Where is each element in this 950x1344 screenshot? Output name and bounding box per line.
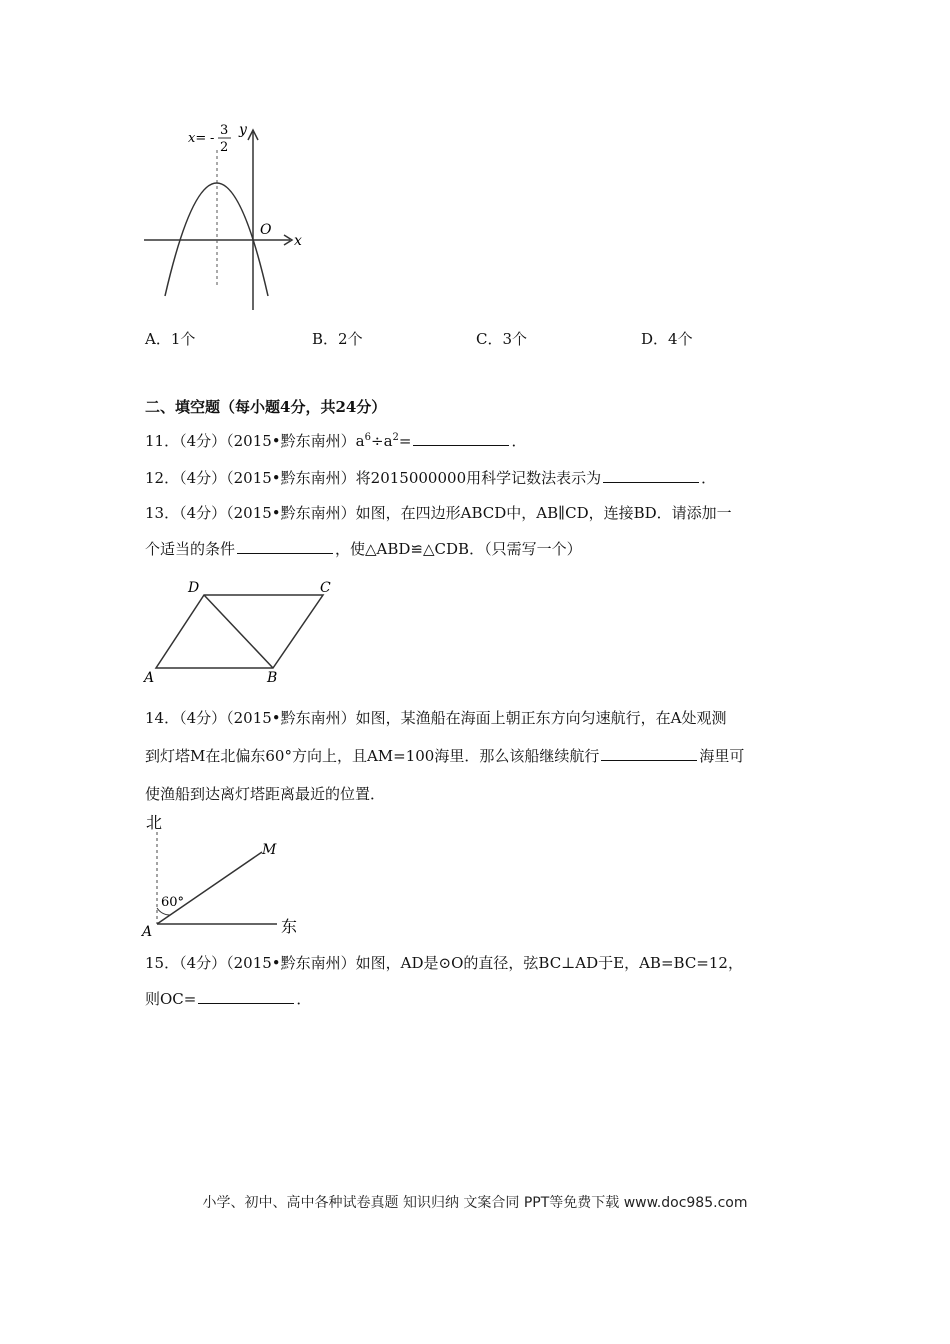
vertex-b: B [267, 670, 278, 686]
option-a[interactable]: A．1个 [145, 330, 196, 348]
axis-label-prefix: x= [188, 131, 207, 146]
question-13-line1: 13．（4分）（2015•黔东南州）如图，在四边形ABCD中，AB∥CD，连接BD．请添加一 [145, 504, 732, 522]
section-title: 二、填空题（每小题4分，共24分） [145, 398, 387, 416]
x-label: x [294, 233, 302, 249]
question-13-line2: 个适当的条件 ，使△ABD≌△CDB．（只需写一个） [145, 540, 582, 558]
line-am [157, 852, 262, 924]
diagonal-bd [204, 595, 273, 668]
point-a: A [142, 924, 153, 940]
east-label: 东 [281, 917, 298, 936]
answer-blank-11[interactable] [413, 431, 509, 446]
option-b[interactable]: B．2个 [312, 330, 363, 348]
point-m: M [262, 842, 277, 858]
axis-label-sign: - [210, 131, 215, 146]
answer-blank-14[interactable] [601, 746, 697, 761]
angle-label: 60° [161, 895, 185, 910]
north-label: 北 [146, 813, 163, 832]
vertex-c: C [320, 580, 331, 596]
option-c[interactable]: C．3个 [476, 330, 528, 348]
bearing-figure [140, 810, 310, 940]
question-15-line2: 则OC= ． [145, 990, 312, 1008]
footer-text: 小学、初中、高中各种试卷真题 知识归纳 文案合同 PPT等免费下载 www.doc985.com [202, 1195, 748, 1211]
y-label: y [239, 122, 247, 138]
answer-blank-12[interactable] [603, 468, 699, 483]
parabola-figure [140, 110, 320, 320]
answer-blank-13[interactable] [237, 539, 333, 554]
answer-blank-15[interactable] [198, 989, 294, 1004]
quadrilateral-figure [140, 576, 340, 688]
question-14-line2: 到灯塔M在北偏东60°方向上，且AM=100海里．那么该船继续航行 海里可 [145, 747, 745, 765]
option-d[interactable]: D．4个 [641, 330, 693, 348]
origin-label: O [260, 222, 272, 238]
question-11: 11．（4分）（2015•黔东南州）$a^6\div a^2=$ ． [145, 432, 527, 450]
vertex-d: D [188, 580, 200, 596]
question-14-line1: 14．（4分）（2015•黔东南州）如图，某渔船在海面上朝正东方向匀速航行，在A处观测 [145, 709, 727, 727]
question-14-line3: 使渔船到达离灯塔距离最近的位置． [145, 785, 386, 803]
question-12: 12．（4分）（2015•黔东南州）将2015000000用科学记数法表示为 ． [145, 469, 717, 487]
question-15-line1: 15．（4分）（2015•黔东南州）如图，AD是⊙O的直径，弦BC⊥AD于E，AB=BC=12， [145, 954, 743, 972]
axis-label-den: 2 [220, 140, 229, 155]
axis-label-num: 3 [220, 123, 229, 138]
vertex-a: A [144, 670, 155, 686]
